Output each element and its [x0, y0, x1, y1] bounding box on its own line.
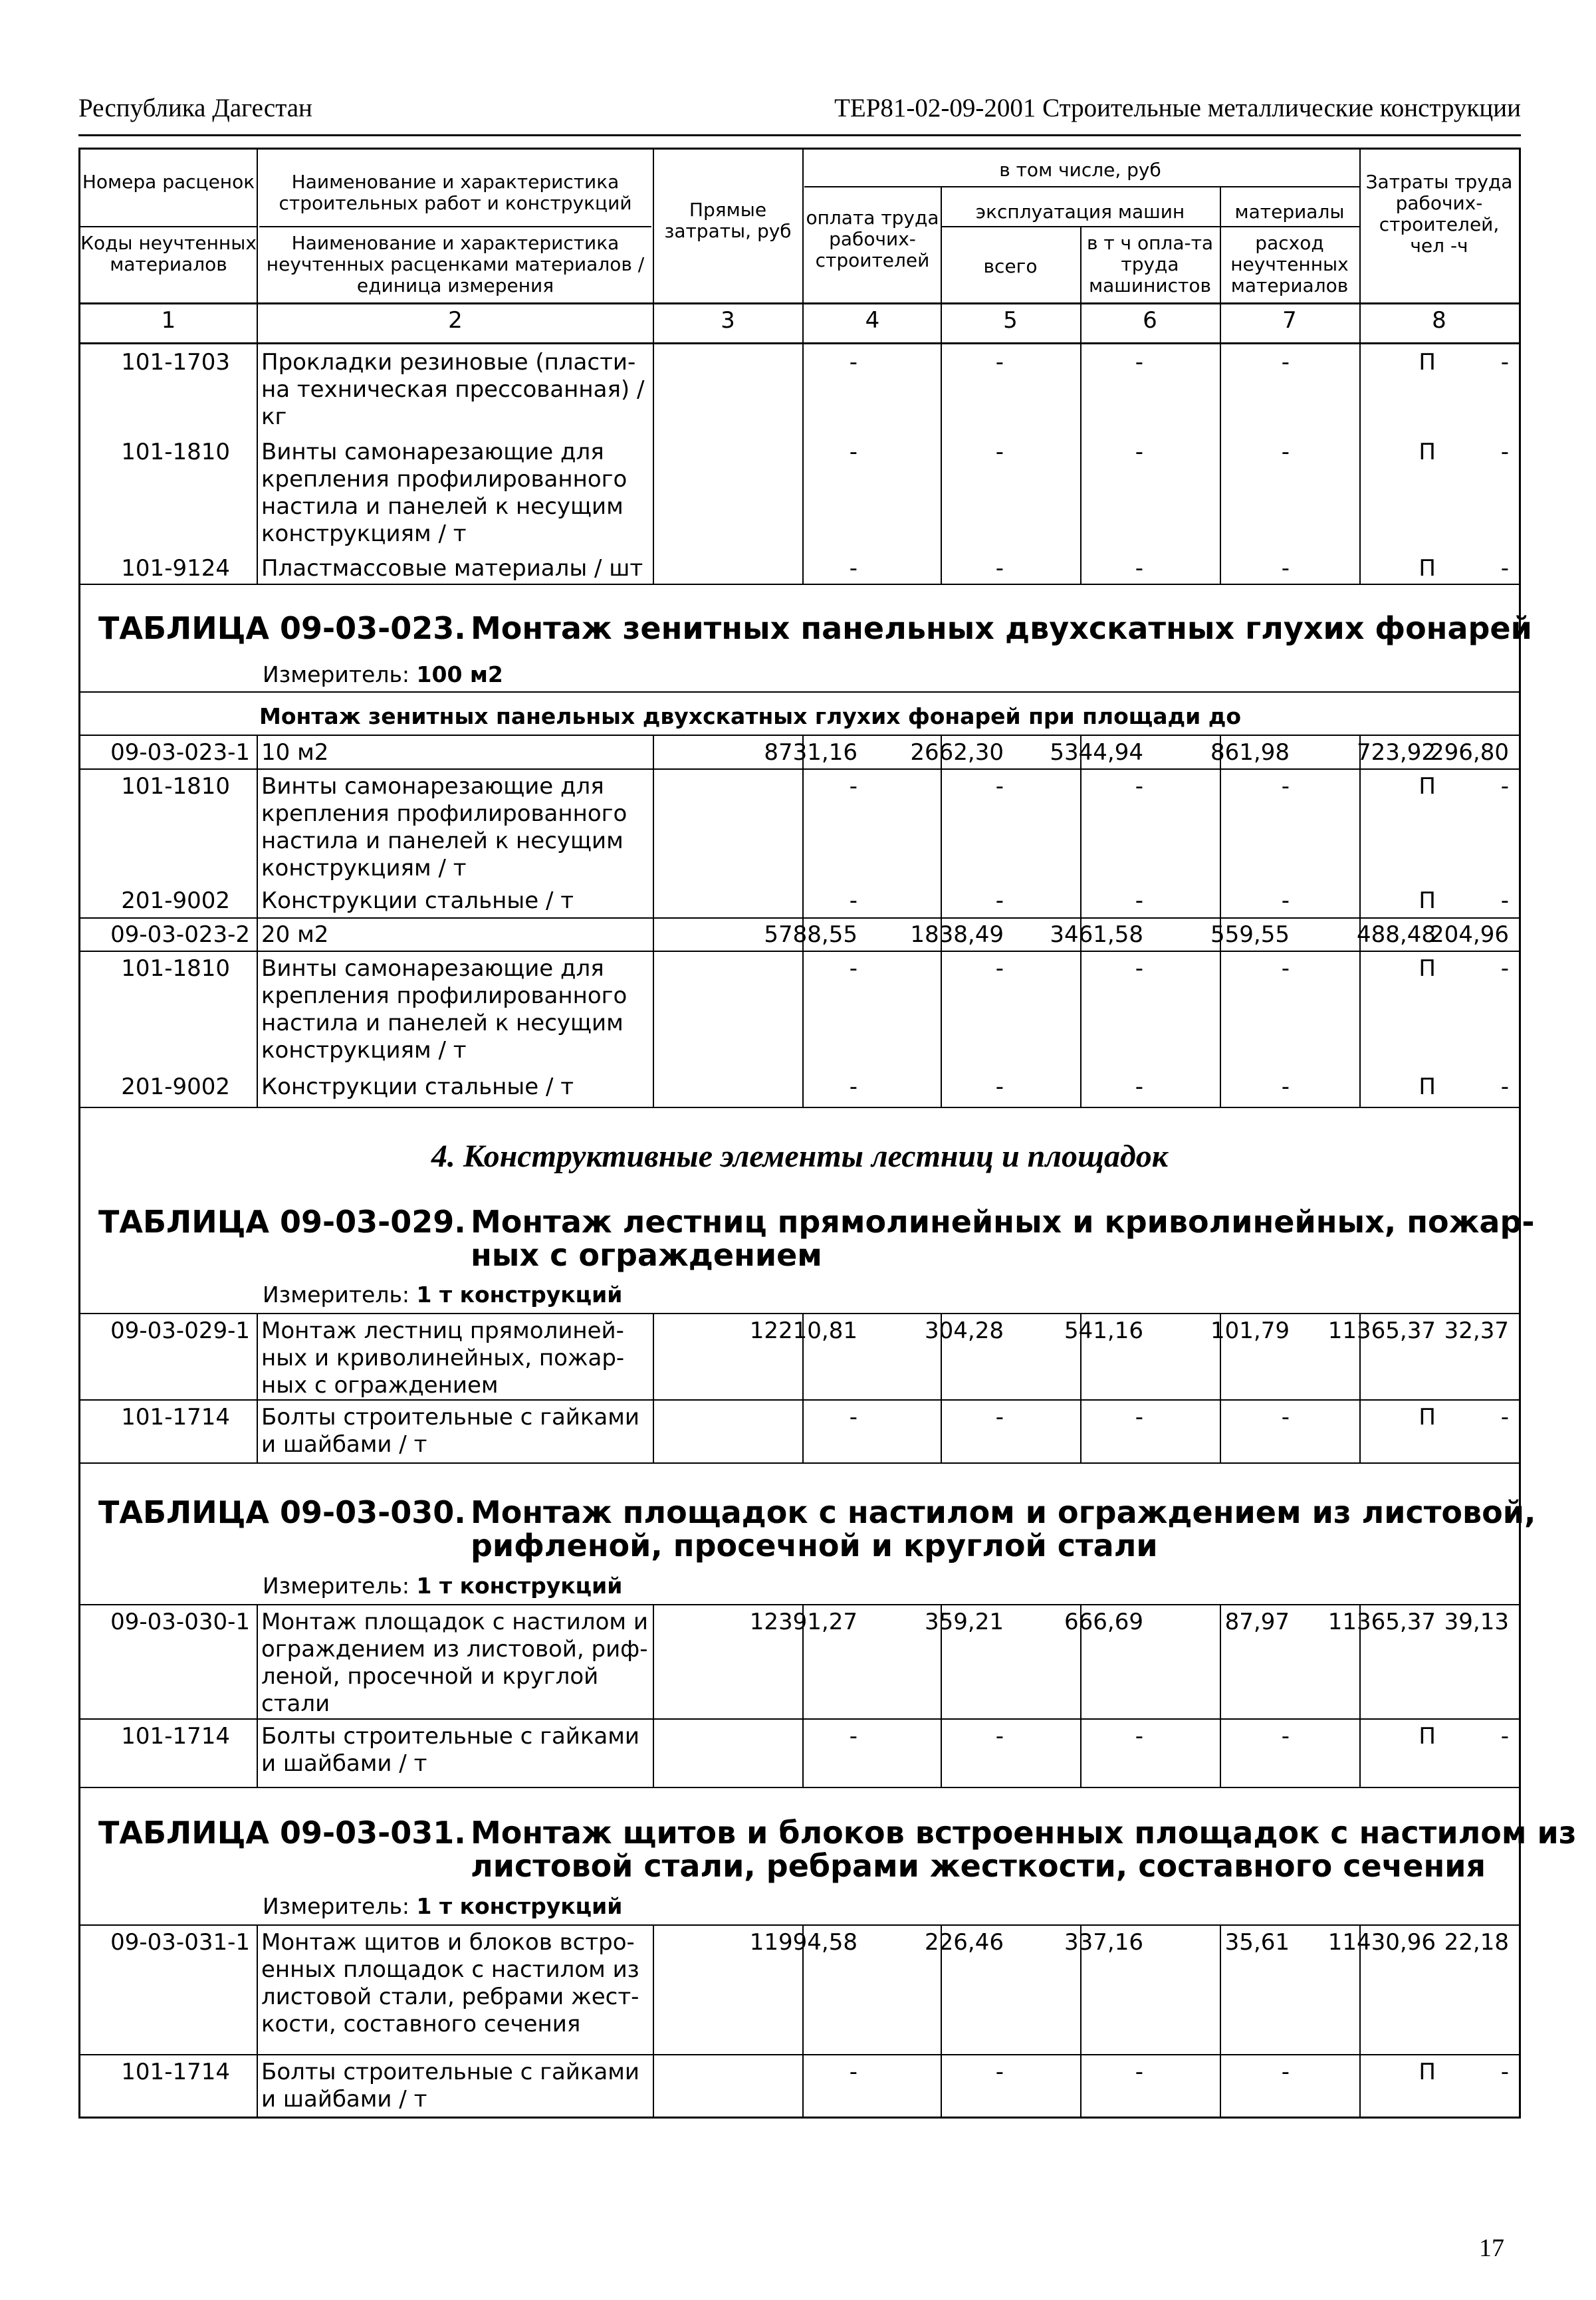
- materials: 11365,37: [1327, 1318, 1436, 1344]
- vline: [653, 148, 654, 343]
- direct-costs: -: [849, 955, 857, 982]
- materials: 11365,37: [1327, 1609, 1436, 1635]
- wages: 2662,30: [910, 739, 1004, 766]
- material-name: Конструкции стальные / т: [261, 1074, 574, 1100]
- labor: 22,18: [1444, 1929, 1509, 1956]
- table-label: ТАБЛИЦА 09-03-030.: [98, 1494, 466, 1530]
- materials: П: [1419, 1404, 1436, 1431]
- rate-name: 10 м2: [261, 739, 329, 766]
- group-divider: [804, 186, 1359, 187]
- material-name: Винты самонарезающие для крепления профилированного настила и панелей к несущим конструкциям / т: [261, 773, 627, 881]
- meter-value: 1 т конструкций: [416, 1573, 623, 1599]
- subheading-023: Монтаж зенитных панельных двухскатных глухих фонарей при площади до: [259, 703, 1242, 729]
- materials: П: [1419, 439, 1436, 465]
- machines-total: -: [1135, 555, 1143, 582]
- machinists-wages: -: [1281, 1074, 1290, 1100]
- machinists-wages: 35,61: [1224, 1929, 1290, 1956]
- direct-costs: -: [849, 2059, 857, 2085]
- rate-code: 09-03-023-2: [110, 921, 250, 948]
- table-heading: Монтаж площадок с настилом и ограждением из листовой, рифленой, просечной и круглой стали: [471, 1494, 1536, 1563]
- machines-total: -: [1135, 1723, 1143, 1750]
- col-header-codes-top: Номера расценок: [82, 171, 255, 193]
- table-title-030: [98, 1494, 1536, 1569]
- wages: -: [995, 887, 1004, 914]
- machines-total: -: [1135, 1074, 1143, 1100]
- material-name: Винты самонарезающие для крепления профилированного настила и панелей к несущим конструкциям / т: [261, 955, 627, 1064]
- meter-label: Измеритель:: [263, 1893, 410, 1919]
- machinists-wages: 101,79: [1210, 1318, 1290, 1344]
- machines-total: -: [1135, 2059, 1143, 2085]
- machinists-wages: -: [1281, 773, 1290, 800]
- direct-costs: 5788,55: [764, 921, 857, 948]
- meter-023: [263, 661, 503, 687]
- page-header: [78, 93, 1521, 136]
- rate-name: 20 м2: [261, 921, 329, 948]
- rate-name: Монтаж площадок с настилом и ограждением из листовой, риф-леной, просечной и круглой стали: [261, 1609, 648, 1717]
- material-code: 201-9002: [121, 887, 230, 914]
- wages: -: [995, 555, 1004, 582]
- table-title-029: [98, 1204, 1535, 1278]
- materials: П: [1419, 1074, 1436, 1100]
- rate-name: Монтаж щитов и блоков встро-енных площадок с настилом из листовой стали, ребрами жест-кости, составного сечения: [261, 1929, 639, 2037]
- col-header-name-bottom: Наименование и характеристика неучтенных расценками материалов / единица измерения: [266, 232, 645, 296]
- vline: [802, 148, 804, 343]
- col-num: 4: [865, 307, 880, 334]
- material-code: 101-9124: [121, 555, 230, 582]
- col-header-materials: материалы: [1234, 201, 1345, 223]
- direct-costs: -: [849, 1723, 857, 1750]
- material-code: 101-1810: [121, 773, 230, 800]
- table-label: ТАБЛИЦА 09-03-029.: [98, 1204, 466, 1240]
- region-title: Республика Дагестан: [78, 94, 312, 122]
- rate-name: Монтаж лестниц прямолиней-ных и криволинейных, пожар-ных с ограждением: [261, 1318, 625, 1399]
- meter-label: Измеритель:: [263, 661, 410, 687]
- machinists-wages: -: [1281, 2059, 1290, 2085]
- machines-total: -: [1135, 1404, 1143, 1431]
- meter-label: Измеритель:: [263, 1573, 410, 1599]
- rate-code: 09-03-029-1: [110, 1318, 250, 1344]
- col-num: 5: [1003, 307, 1018, 334]
- section-title: 4. Конструктивные элементы лестниц и площадок: [431, 1139, 1169, 1174]
- machinists-wages: -: [1281, 439, 1290, 465]
- materials: 11430,96: [1327, 1929, 1436, 1956]
- machines-total: -: [1135, 887, 1143, 914]
- material-name: Конструкции стальные / т: [261, 887, 574, 914]
- wages: -: [995, 955, 1004, 982]
- document-title: ТЕР81-02-09-2001 Строительные металлические конструкции: [834, 94, 1521, 122]
- material-name: Болты строительные с гайками и шайбами / т: [261, 2059, 640, 2113]
- machines-total: 3461,58: [1050, 921, 1143, 948]
- col-num: 3: [721, 307, 735, 334]
- wages: -: [995, 2059, 1004, 2085]
- material-code: 101-1714: [121, 1723, 230, 1750]
- machinists-wages: -: [1281, 955, 1290, 982]
- table-heading: Монтаж щитов и блоков встроенных площадок с настилом из листовой стали, ребрами жесткости, составного сечения: [471, 1815, 1577, 1884]
- material-code: 101-1810: [121, 955, 230, 982]
- col-header-wages: оплата труда рабочих-строителей: [806, 207, 939, 271]
- wages: -: [995, 439, 1004, 465]
- col-header-name-top: Наименование и характеристика строительных работ и конструкций: [279, 171, 632, 214]
- wages: -: [995, 349, 1004, 376]
- material-name: Болты строительные с гайками и шайбами / т: [261, 1404, 640, 1458]
- col-header-group: в том числе, руб: [999, 159, 1161, 181]
- direct-costs: -: [849, 349, 857, 376]
- materials: П: [1419, 2059, 1436, 2085]
- machinists-wages: 861,98: [1210, 739, 1290, 766]
- machinists-wages: -: [1281, 555, 1290, 582]
- materials: П: [1419, 887, 1436, 914]
- wages: 1838,49: [910, 921, 1004, 948]
- codes-divider: [80, 226, 257, 227]
- table-heading: Монтаж зенитных панельных двухскатных глухих фонарей: [471, 610, 1532, 646]
- subgroup-divider: [941, 226, 1359, 227]
- numbers-bottom-rule: [78, 342, 1521, 344]
- meter-value: 1 т конструкций: [416, 1893, 623, 1919]
- meter-030: [263, 1573, 622, 1599]
- materials: П: [1419, 1723, 1436, 1750]
- machinists-wages: -: [1281, 887, 1290, 914]
- rate-code: 09-03-031-1: [110, 1929, 250, 1956]
- rate-code: 09-03-030-1: [110, 1609, 250, 1635]
- labor: -: [1500, 1723, 1509, 1750]
- material-code: 101-1714: [121, 2059, 230, 2085]
- machinists-wages: -: [1281, 349, 1290, 376]
- vline: [257, 148, 258, 343]
- labor: 39,13: [1444, 1609, 1509, 1635]
- labor: 296,80: [1430, 739, 1509, 766]
- wages: -: [995, 773, 1004, 800]
- rate-code: 09-03-023-1: [110, 739, 250, 766]
- direct-costs: 11994,58: [749, 1929, 857, 1956]
- meter-029: [263, 1282, 622, 1308]
- machines-total: -: [1135, 955, 1143, 982]
- table-label: ТАБЛИЦА 09-03-031.: [98, 1815, 466, 1851]
- meter-label: Измеритель:: [263, 1282, 410, 1308]
- machinists-wages: 87,97: [1224, 1609, 1290, 1635]
- labor: -: [1500, 955, 1509, 982]
- machines-total: 337,16: [1064, 1929, 1143, 1956]
- page-number: 17: [1479, 2234, 1504, 2262]
- machines-total: 666,69: [1064, 1609, 1143, 1635]
- material-code: 101-1714: [121, 1404, 230, 1431]
- labor: -: [1500, 439, 1509, 465]
- table-heading: Монтаж лестниц прямолинейных и криволинейных, пожар-ных с ограждением: [471, 1204, 1535, 1273]
- col-num: 6: [1143, 307, 1157, 334]
- labor: 32,37: [1444, 1318, 1509, 1344]
- meter-value: 1 т конструкций: [416, 1282, 623, 1308]
- labor: -: [1500, 773, 1509, 800]
- materials: П: [1419, 349, 1436, 376]
- labor: -: [1500, 887, 1509, 914]
- col-header-codes-bottom: Коды неучтенных материалов: [80, 232, 257, 275]
- wages: -: [995, 1723, 1004, 1750]
- labor: -: [1500, 349, 1509, 376]
- material-name: Винты самонарезающие для крепления профилированного настила и панелей к несущим конструкциям / т: [261, 439, 627, 547]
- col-header-machines-total: всего: [983, 255, 1038, 277]
- direct-costs: -: [849, 887, 857, 914]
- direct-costs: -: [849, 1074, 857, 1100]
- machines-total: -: [1135, 439, 1143, 465]
- wages: -: [995, 1404, 1004, 1431]
- labor: -: [1500, 555, 1509, 582]
- wages: -: [995, 1074, 1004, 1100]
- machines-total: 541,16: [1064, 1318, 1143, 1344]
- wages: 304,28: [925, 1318, 1004, 1344]
- labor: -: [1500, 1404, 1509, 1431]
- col-header-unaccounted-materials: расход неучтенных материалов: [1230, 232, 1349, 296]
- direct-costs: -: [849, 555, 857, 582]
- col-header-labor: Затраты труда рабочих-строителей, чел -ч: [1365, 171, 1513, 257]
- direct-costs: -: [849, 1404, 857, 1431]
- direct-costs: 8731,16: [764, 739, 857, 766]
- machinists-wages: 559,55: [1210, 921, 1290, 948]
- material-name: Прокладки резиновые (пласти-на техническая прессованная) / кг: [261, 349, 645, 430]
- col-header-machinists-wages: в т ч опла-та труда машинистов: [1086, 232, 1214, 296]
- machines-total: 5344,94: [1050, 739, 1143, 766]
- direct-costs: 12210,81: [749, 1318, 857, 1344]
- machinists-wages: -: [1281, 1723, 1290, 1750]
- labor: -: [1500, 1074, 1509, 1100]
- material-code: 201-9002: [121, 1074, 230, 1100]
- col-num: 1: [161, 307, 176, 334]
- direct-costs: -: [849, 439, 857, 465]
- materials: 723,92: [1357, 739, 1436, 766]
- materials: П: [1419, 773, 1436, 800]
- meter-031: [263, 1893, 622, 1919]
- table-title-023: [98, 610, 1532, 651]
- col-header-direct-costs: Прямые затраты, руб: [664, 199, 792, 242]
- col-header-machines: эксплуатация машин: [975, 201, 1185, 223]
- direct-costs: 12391,27: [749, 1609, 857, 1635]
- material-code: 101-1703: [121, 349, 230, 376]
- materials: 488,48: [1357, 921, 1436, 948]
- col-num: 7: [1282, 307, 1297, 334]
- table-label: ТАБЛИЦА 09-03-023.: [98, 610, 466, 646]
- meter-value: 100 м2: [416, 661, 503, 687]
- material-name: Пластмассовые материалы / шт: [261, 555, 643, 582]
- wages: 359,21: [925, 1609, 1004, 1635]
- machinists-wages: -: [1281, 1404, 1290, 1431]
- materials: П: [1419, 555, 1436, 582]
- labor: 204,96: [1430, 921, 1509, 948]
- header-bottom-rule: [78, 302, 1521, 304]
- material-code: 101-1810: [121, 439, 230, 465]
- wages: 226,46: [925, 1929, 1004, 1956]
- machines-total: -: [1135, 773, 1143, 800]
- names-divider: [259, 226, 651, 227]
- labor: -: [1500, 2059, 1509, 2085]
- table-title-031: [98, 1815, 1577, 1889]
- materials: П: [1419, 955, 1436, 982]
- col-num: 8: [1432, 307, 1446, 334]
- col-num: 2: [448, 307, 463, 334]
- material-name: Болты строительные с гайками и шайбами / т: [261, 1723, 640, 1777]
- direct-costs: -: [849, 773, 857, 800]
- machines-total: -: [1135, 349, 1143, 376]
